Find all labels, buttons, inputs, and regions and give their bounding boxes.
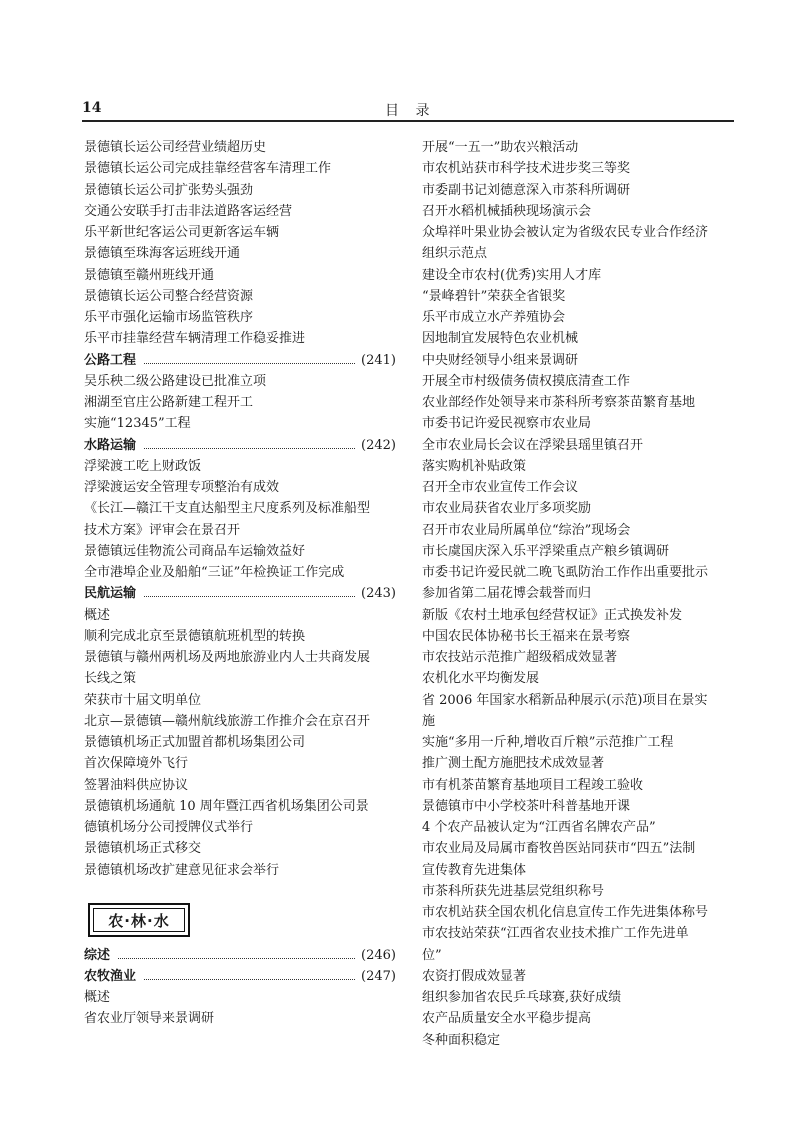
toc-entry: 浮梁渡运安全管理专项整治有成效 [84, 480, 280, 495]
toc-right-column [422, 137, 738, 1051]
toc-entry: 农资打假成效显著 [422, 968, 527, 984]
toc-entry: 吴乐秧二级公路建设已批准立项 [84, 373, 267, 389]
toc-entry: 组织参加省农民乒乓球赛,获好成绩 [422, 990, 622, 1005]
toc-entry: 市茶科所获先进基层党组织称号 [422, 883, 605, 899]
page-number: 14 [82, 100, 102, 116]
toc-entry: 全市农业局长会议在浮梁县瑶里镇召开 [422, 437, 644, 453]
toc-entry: 技术方案》评审会在景召开 [84, 522, 241, 538]
toc-entry: 组织示范点 [422, 246, 488, 262]
section-title: 公路工程 [84, 352, 137, 368]
toc-section-heading [84, 966, 396, 987]
toc-entry: 中国农民体协秘书长王福来在景考察 [422, 628, 631, 644]
toc-entry: 市农技站示范推广超级稻成效显著 [422, 650, 618, 665]
section-badge-row [84, 881, 396, 945]
toc-entry: 概述 [84, 607, 111, 623]
leader-dots [118, 958, 355, 959]
leader-dots [144, 363, 355, 364]
toc-entry: 景德镇至赣州班线开通 [84, 267, 215, 283]
header-rule [82, 120, 734, 122]
toc-section-heading [84, 583, 396, 604]
toc-entry: 市农技站荣获“江西省农业技术推广工作先进单 [422, 926, 689, 942]
section-page-number: (246) [361, 947, 396, 963]
toc-entry: 市委书记许爱民就二晚飞虱防治工作作出重要批示 [422, 565, 709, 580]
toc-entry: 北京—景德镇—赣州航线旅游工作推介会在京召开 [84, 713, 371, 729]
toc-entry: 景德镇远佳物流公司商品车运输效益好 [84, 543, 306, 559]
toc-entry: 新版《农村土地承包经营权证》正式换发补发 [422, 607, 683, 623]
toc-entry: 开展“一五一”助农兴粮活动 [422, 140, 579, 155]
section-badge-label: 农·林·水 [93, 908, 185, 932]
toc-entry: 长线之策 [84, 671, 137, 687]
running-title: 目 录 [385, 103, 436, 119]
toc-entry: 农机化水平均衡发展 [422, 671, 540, 687]
toc-entry: 市农业局及局属市畜牧兽医站同获市“四五”法制 [422, 841, 696, 857]
toc-section-heading [84, 945, 396, 966]
toc-entry: 首次保障境外飞行 [84, 756, 189, 772]
section-title: 农牧渔业 [84, 968, 137, 984]
page-header [82, 100, 734, 122]
toc-entry: “景峰碧针”荣获全省银奖 [422, 288, 566, 304]
section-page-number: (243) [361, 586, 396, 602]
toc-entry: 市有机茶苗繁育基地项目工程竣工验收 [422, 777, 644, 793]
toc-entry: 开展全市村级债务债权摸底清查工作 [422, 373, 631, 389]
leader-dots [144, 596, 355, 597]
toc-entry: 众埠祥叶果业协会被认定为省级农民专业合作经济 [422, 225, 709, 240]
toc-entry: 实施“12345”工程 [84, 416, 191, 432]
toc-entry: 实施“多用一斤种,增收百斤粮”示范推广工程 [422, 735, 674, 750]
toc-entry: 乐平市挂靠经营车辆清理工作稳妥推进 [84, 331, 306, 347]
toc-entry: 德镇机场分公司授牌仪式举行 [84, 820, 254, 835]
toc-entry: 景德镇机场正式移交 [84, 841, 202, 857]
toc-entry: 省农业厅领导来景调研 [84, 1011, 215, 1027]
toc-entry: 参加省第二届花博会载誉而归 [422, 586, 592, 602]
section-title: 综述 [84, 947, 111, 963]
toc-entry: 召开市农业局所属单位“综治”现场会 [422, 522, 631, 538]
toc-entry: 交通公安联手打击非法道路客运经营 [84, 203, 293, 219]
toc-entry: 因地制宜发展特色农业机械 [422, 331, 579, 347]
toc-entry: 景德镇长运公司完成挂靠经营客车清理工作 [84, 161, 332, 177]
toc-left-column [84, 137, 396, 1030]
toc-entry: 农业部经作处领导来市茶科所考察茶苗繁育基地 [422, 395, 696, 410]
toc-entry: 荣获市十届文明单位 [84, 692, 202, 708]
toc-entry: 中央财经领导小组来景调研 [422, 352, 579, 368]
toc-entry: 市农业局获省农业厅多项奖励 [422, 501, 592, 517]
toc-entry: 概述 [84, 990, 111, 1005]
toc-section-heading [84, 350, 396, 371]
toc-entry: 景德镇机场改扩建意见征求会举行 [84, 862, 280, 878]
toc-entry: 《长江—赣江干支直达船型主尺度系列及标准船型 [84, 501, 371, 517]
leader-dots [144, 448, 355, 449]
toc-entry: 景德镇市中小学校茶叶科普基地开课 [422, 798, 631, 814]
toc-entry: 4 个农产品被认定为“江西省名牌农产品” [422, 820, 656, 835]
section-title: 民航运输 [84, 586, 137, 602]
toc-entry: 全市港埠企业及船舶“三证”年检换证工作完成 [84, 565, 345, 580]
section-page-number: (241) [361, 352, 396, 368]
toc-entry: 湘湖至官庄公路新建工程开工 [84, 395, 254, 410]
toc-entry: 景德镇与赣州两机场及两地旅游业内人士共商发展 [84, 650, 371, 665]
section-badge [88, 903, 190, 937]
toc-entry: 农产品质量安全水平稳步提高 [422, 1011, 592, 1027]
toc-entry: 省 2006 年国家水稻新品种展示(示范)项目在景实 [422, 692, 708, 708]
section-page-number: (242) [361, 437, 396, 453]
toc-entry: 市长虞国庆深入乐平浮梁重点产粮乡镇调研 [422, 543, 670, 559]
toc-entry: 乐平市成立水产养殖协会 [422, 310, 566, 325]
toc-entry: 落实购机补贴政策 [422, 458, 527, 474]
section-page-number: (247) [361, 968, 396, 984]
toc-entry: 位” [422, 947, 442, 963]
toc-entry: 市农机站获市科学技术进步奖三等奖 [422, 161, 631, 177]
toc-entry: 推广测土配方施肥技术成效显著 [422, 756, 605, 772]
leader-dots [144, 979, 355, 980]
toc-section-heading [84, 435, 396, 456]
toc-entry: 顺利完成北京至景德镇航班机型的转换 [84, 628, 306, 644]
toc-entry: 召开水稻机械插秧现场演示会 [422, 203, 592, 219]
toc-entry: 市委副书记刘德意深入市茶科所调研 [422, 182, 631, 198]
toc-entry: 景德镇机场通航 10 周年暨江西省机场集团公司景 [84, 798, 369, 814]
toc-entry: 景德镇长运公司扩张势头强劲 [84, 182, 254, 198]
toc-entry: 浮梁渡工吃上财政饭 [84, 458, 202, 474]
toc-entry: 施 [422, 713, 436, 729]
toc-entry: 乐平新世纪客运公司更新客运车辆 [84, 225, 280, 240]
toc-entry: 乐平市强化运输市场监管秩序 [84, 310, 254, 325]
toc-entry: 景德镇长运公司整合经营资源 [84, 288, 254, 304]
toc-entry: 景德镇至珠海客运班线开通 [84, 246, 241, 262]
toc-entry: 市农机站获全国农机化信息宣传工作先进集体称号 [422, 905, 709, 920]
toc-entry: 市委书记许爱民视察市农业局 [422, 416, 592, 432]
toc-entry: 召开全市农业宣传工作会议 [422, 480, 579, 495]
toc-entry: 冬种面积稳定 [422, 1032, 501, 1048]
toc-entry: 景德镇机场正式加盟首都机场集团公司 [84, 735, 306, 750]
section-title: 水路运输 [84, 437, 137, 453]
toc-entry: 景德镇长运公司经营业绩超历史 [84, 140, 267, 155]
toc-entry: 签署油料供应协议 [84, 777, 189, 793]
toc-entry: 宣传教育先进集体 [422, 862, 527, 878]
toc-entry: 建设全市农村(优秀)实用人才库 [422, 267, 602, 283]
